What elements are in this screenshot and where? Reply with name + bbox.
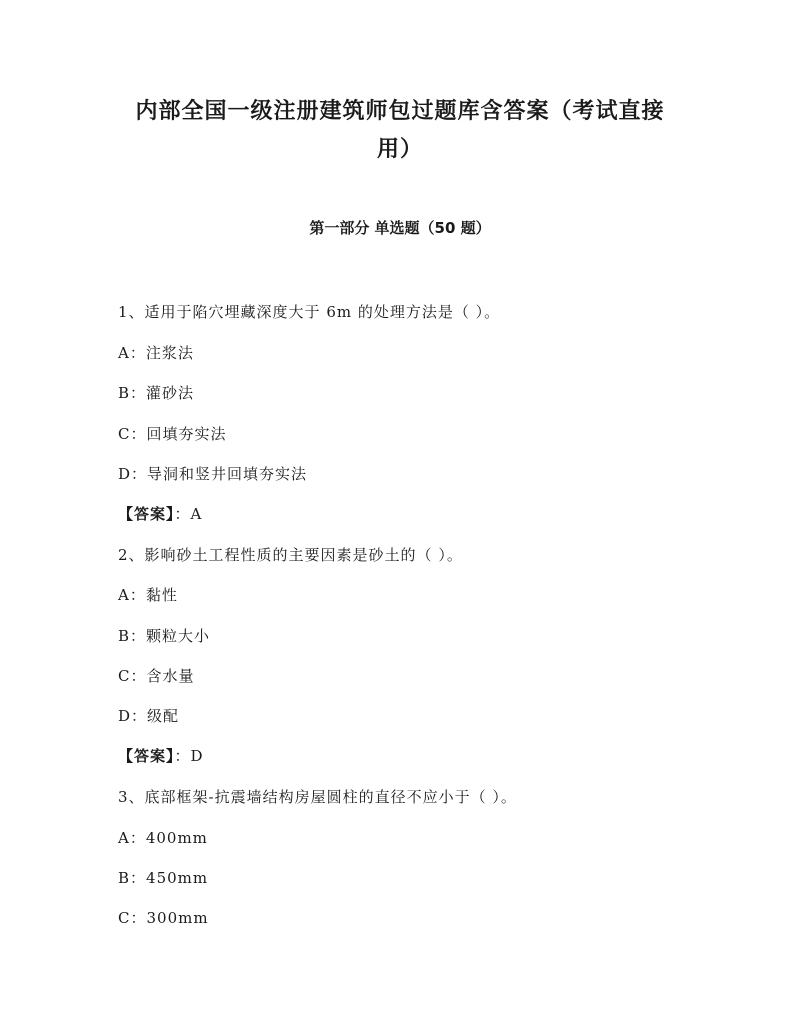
question-3-stem: 3、底部框架-抗震墙结构房屋圆柱的直径不应小于（ ）。	[118, 788, 517, 806]
question-3-option-a: A：400mm	[118, 829, 208, 847]
question-2-option-c: C：含水量	[118, 667, 195, 685]
document-title-line-1: 内部全国一级注册建筑师包过题库含答案（考试直接	[135, 98, 665, 124]
question-2-option-a: A：黏性	[118, 586, 178, 604]
question-2-option-d: D：级配	[118, 707, 180, 725]
question-2-stem: 2、影响砂土工程性质的主要因素是砂土的（ ）。	[118, 546, 463, 564]
question-1-option-a: A：注浆法	[118, 344, 194, 362]
question-3-option-c: C：300mm	[118, 909, 209, 927]
document-title-line-2: 用）	[376, 136, 423, 162]
section-title: 第一部分 单选题（50 题）	[309, 219, 491, 237]
question-1-option-d: D：导洞和竖井回填夯实法	[118, 465, 308, 483]
answer-value: ：D	[174, 747, 204, 765]
question-1-answer	[118, 504, 202, 524]
question-3-option-b: B：450mm	[118, 869, 209, 887]
answer-value: ：A	[174, 505, 203, 523]
question-1-option-c: C：回填夯实法	[118, 425, 227, 443]
question-2-option-b: B：颗粒大小	[118, 627, 211, 645]
question-1-option-b: B：灌砂法	[118, 384, 195, 402]
answer-label: 【答案】	[118, 505, 175, 523]
document-title	[100, 92, 700, 168]
question-1-stem: 1、适用于陷穴埋藏深度大于 6m 的处理方法是（ ）。	[118, 303, 501, 321]
question-2-answer	[118, 746, 204, 766]
answer-label: 【答案】	[118, 747, 175, 765]
